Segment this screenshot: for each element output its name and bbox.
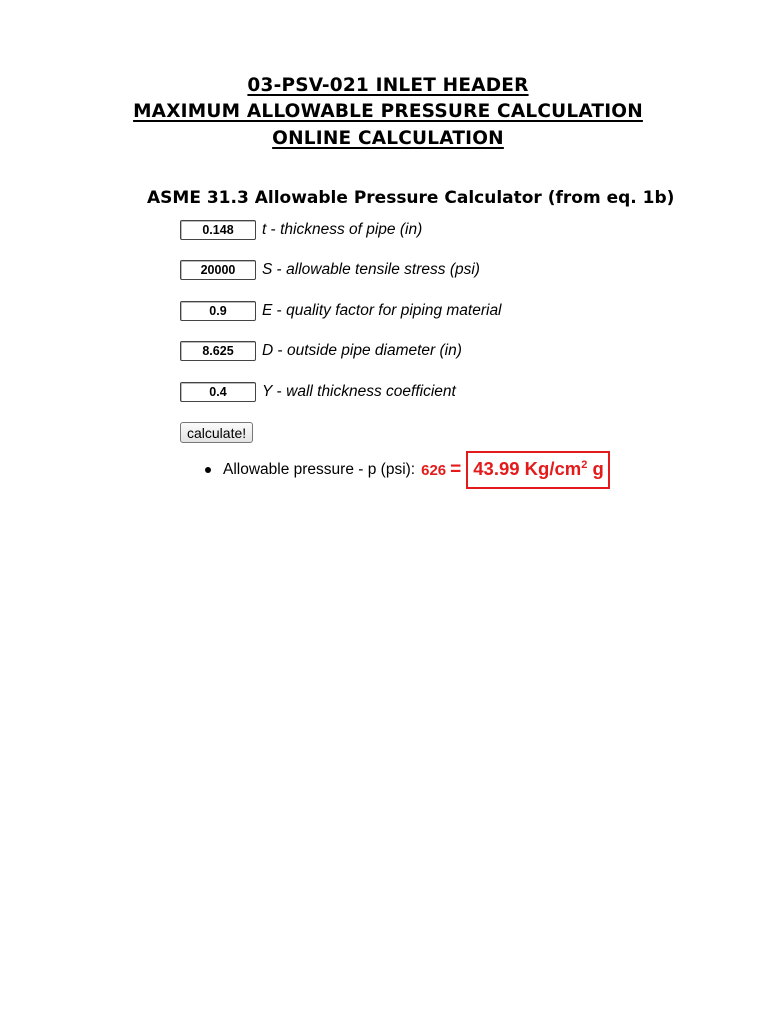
field-row-coefficient [180, 381, 456, 403]
field-separator: - [273, 342, 287, 359]
page-title-line-2: MAXIMUM ALLOWABLE PRESSURE CALCULATION [133, 101, 643, 122]
field-separator: - [272, 302, 287, 319]
field-description: thickness of pipe (in) [280, 221, 423, 238]
tensile-stress-input[interactable] [180, 260, 256, 280]
field-description: wall thickness coefficient [286, 383, 456, 400]
field-row-quality [180, 300, 502, 322]
field-separator: - [266, 221, 281, 238]
calculate-button[interactable]: calculate! [180, 422, 253, 443]
field-symbol: D [262, 342, 274, 359]
field-description: quality factor for piping material [286, 302, 502, 319]
calculator-heading: ASME 31.3 Allowable Pressure Calculator (from eq. 1b) [147, 188, 675, 208]
quality-factor-label [262, 302, 502, 320]
tensile-stress-label [262, 261, 480, 279]
field-symbol: S [262, 261, 273, 278]
wall-coefficient-label [262, 383, 456, 401]
field-symbol: t [262, 221, 267, 238]
diameter-label [262, 342, 462, 360]
page-title-line-3: ONLINE CALCULATION [272, 128, 504, 149]
field-separator: - [272, 383, 287, 400]
gauge-suffix: g [587, 458, 604, 479]
converted-pressure-box [466, 451, 610, 489]
field-separator: - [272, 261, 287, 278]
field-description: outside pipe diameter (in) [286, 342, 462, 359]
result-psi-value: 626 [421, 461, 447, 479]
field-symbol: E [262, 302, 273, 319]
result-list-item [205, 456, 610, 484]
wall-coefficient-input[interactable] [180, 382, 256, 402]
thickness-input[interactable] [180, 220, 256, 240]
converted-pressure-value: 43.99 Kg/cm [473, 458, 582, 479]
quality-factor-input[interactable] [180, 301, 256, 321]
equals-sign: = [450, 459, 462, 480]
result-label: Allowable pressure - p (psi): [223, 461, 416, 478]
field-row-diameter [180, 340, 462, 362]
unit-superscript: 2 [581, 458, 588, 471]
thickness-label [262, 221, 422, 239]
diameter-input[interactable] [180, 341, 256, 361]
field-description: allowable tensile stress (psi) [286, 261, 480, 278]
field-symbol: Y [262, 383, 273, 400]
field-row-thickness [180, 219, 422, 241]
field-row-stress [180, 259, 480, 281]
bullet-icon [205, 467, 211, 473]
page-title-line-1: 03-PSV-021 INLET HEADER [247, 75, 529, 96]
